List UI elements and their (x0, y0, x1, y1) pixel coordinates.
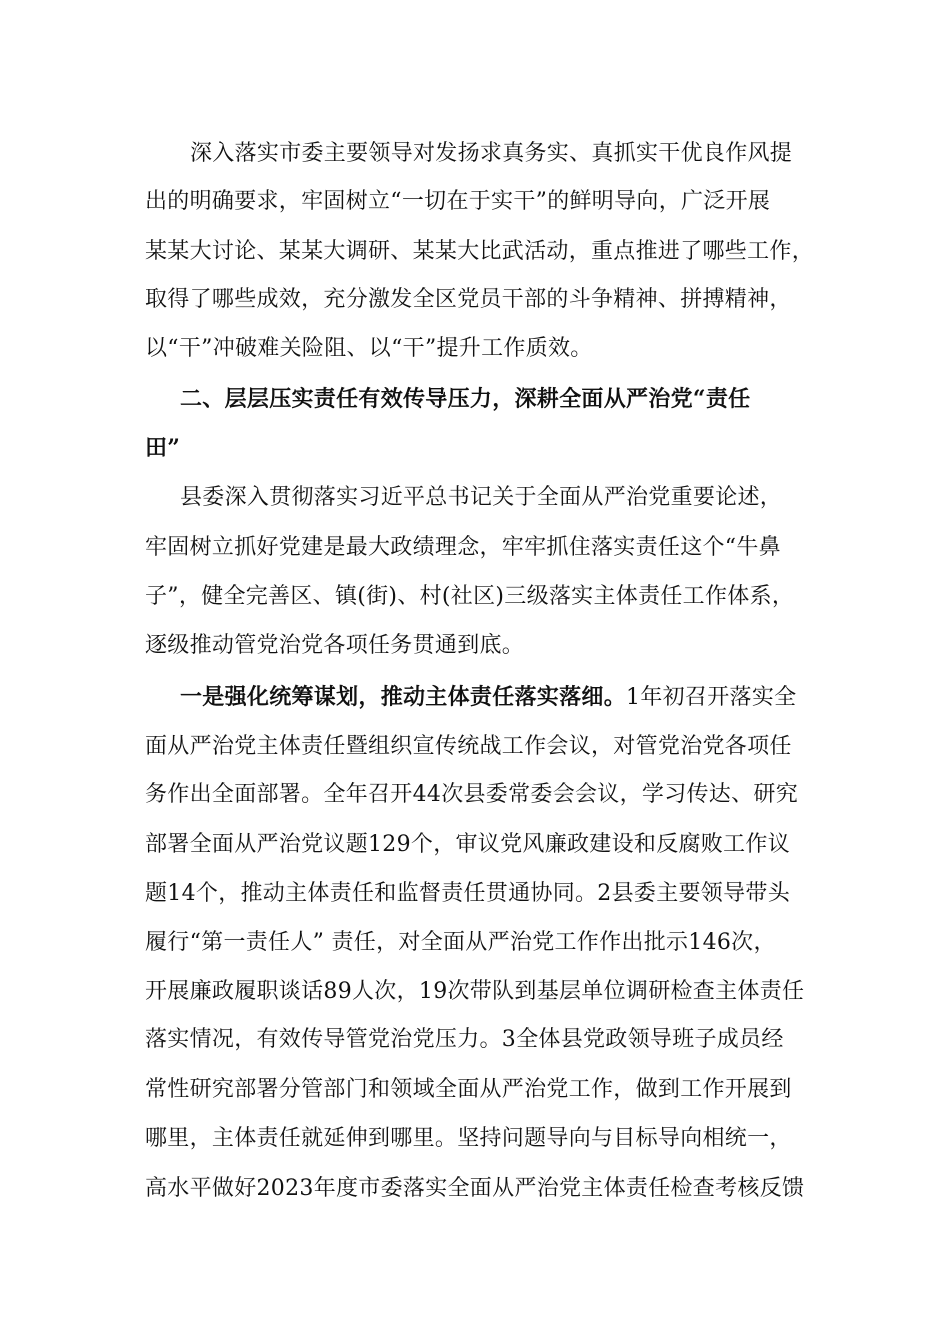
para1-line-4: 取得了哪些成效，充分激发全区党员干部的斗争精神、拼搏精神， (145, 287, 792, 312)
para3-line-4: 部署全面从严治党议题129个，审议党风廉政建设和反腐败工作议 (145, 832, 790, 857)
para3-line-2: 面从严治党主体责任暨组织宣传统战工作会议，对管党治党各项任 (145, 734, 792, 759)
para1-line-3: 某某大讨论、某某大调研、某某大比武活动，重点推进了哪些工作， (145, 239, 815, 264)
para3-line-8: 落实情况，有效传导管党治党压力。3全体县党政领导班子成员经 (145, 1027, 784, 1052)
para2-line-1: 县委深入贯彻落实习近平总书记关于全面从严治党重要论述， (180, 485, 783, 510)
para3-line-1 (180, 682, 835, 712)
section-heading-line-1: 二、层层压实责任有效传导压力，深耕全面从严治党“责任 (180, 386, 751, 412)
para2-line-2: 牢固树立抓好党建是最大政绩理念，牢牢抓住落实责任这个“牛鼻 (145, 535, 781, 560)
para3-line-11: 高水平做好2023年度市委落实全面从严治党主体责任检查考核反馈 (145, 1176, 805, 1201)
para3-lead-bold: 一是强化统筹谋划，推动主体责任落实落细。 (180, 684, 627, 710)
para2-line-3: 子”，健全完善区、镇(街)、村(社区)三级落实主体责任工作体系， (145, 584, 795, 609)
para2-line-4: 逐级推动管党治党各项任务贯通到底。 (145, 633, 525, 658)
para1-line-5: 以“干”冲破难关险阻、以“干”提升工作质效。 (145, 336, 593, 361)
para3-line-3: 务作出全面部署。全年召开44次县委常委会会议，学习传达、研究 (145, 782, 798, 807)
para1-line-1: 深入落实市委主要领导对发扬求真务实、真抓实干优良作风提 (190, 141, 793, 166)
para3-line-5: 题14个，推动主体责任和监督责任贯通协同。2县委主要领导带头 (145, 881, 790, 906)
section-heading-line-2: 田” (145, 435, 181, 461)
para1-line-2: 出的明确要求，牢固树立“一切在于实干”的鲜明导向，广泛开展 (145, 189, 771, 214)
para3-line-7: 开展廉政履职谈话89人次，19次带队到基层单位调研检查主体责任 (145, 979, 805, 1004)
para3-line-6: 履行“第一责任人” 责任，对全面从严治党工作作出批示146次， (145, 930, 776, 955)
para3-line-9: 常性研究部署分管部门和领域全面从严治党工作，做到工作开展到 (145, 1077, 792, 1102)
para3-lead-rest: 1年初召开落实全 (626, 685, 797, 710)
para3-line-10: 哪里，主体责任就延伸到哪里。坚持问题导向与目标导向相统一， (145, 1126, 792, 1151)
